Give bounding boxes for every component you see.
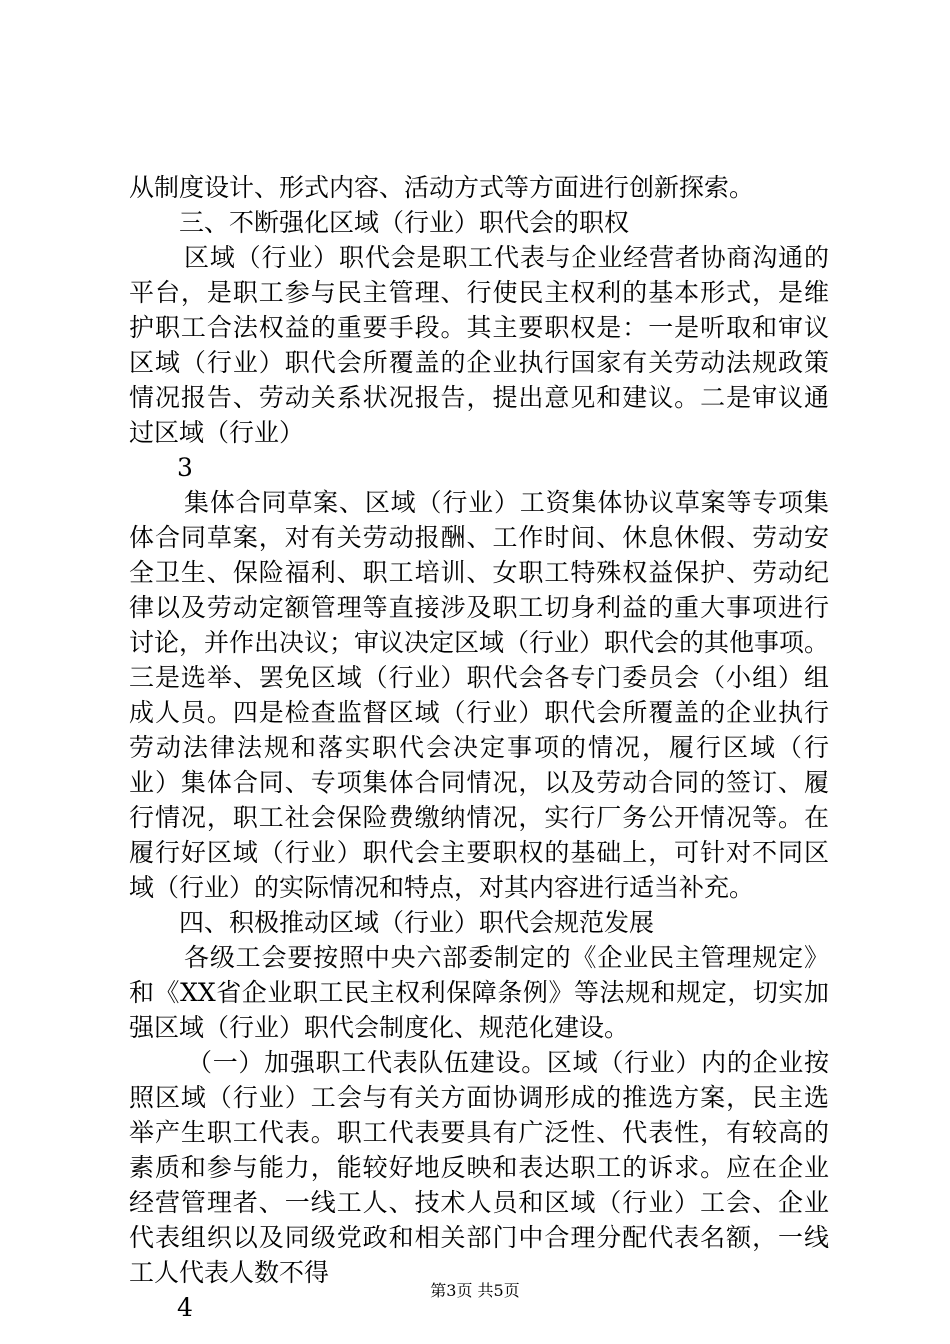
text-line: 行情况，职工社会保险费缴纳情况，实行厂务公开情况等。在 bbox=[129, 803, 829, 832]
text-line: 平台，是职工参与民主管理、行使民主权利的基本形式，是维 bbox=[129, 278, 829, 307]
text-line: 强区域（行业）职代会制度化、规范化建设。 bbox=[129, 1013, 630, 1042]
text-line: 护职工合法权益的重要手段。其主要职权是：一是听取和审议 bbox=[129, 313, 829, 342]
text-line: 从制度设计、形式内容、活动方式等方面进行创新探索。 bbox=[129, 173, 755, 202]
text-line: 照区域（行业）工会与有关方面协调形成的推选方案，民主选 bbox=[129, 1083, 829, 1112]
text-line: 工人代表人数不得 bbox=[129, 1258, 330, 1287]
text-line: 全卫生、保险福利、职工培训、女职工特殊权益保护、劳动纪 bbox=[129, 558, 829, 587]
text-line: 素质和参与能力，能较好地反映和表达职工的诉求。应在企业 bbox=[129, 1153, 829, 1182]
page-marker: 3 bbox=[177, 453, 193, 482]
page-marker: 4 bbox=[177, 1293, 193, 1322]
subsection-line: （一）加强职工代表队伍建设。区域（行业）内的企业按 bbox=[187, 1048, 829, 1077]
text-line: 经营管理者、一线工人、技术人员和区域（行业）工会、企业 bbox=[129, 1188, 829, 1217]
text-line: 业）集体合同、专项集体合同情况，以及劳动合同的签订、履 bbox=[129, 768, 829, 797]
text-line: 履行好区域（行业）职代会主要职权的基础上，可针对不同区 bbox=[129, 838, 829, 867]
text-line: 集体合同草案、区域（行业）工资集体协议草案等专项集 bbox=[184, 488, 829, 517]
page-footer: 第3页 共5页 bbox=[430, 1281, 520, 1300]
text-line: 代表组织以及同级党政和相关部门中合理分配代表名额，一线 bbox=[129, 1223, 829, 1252]
text-line: 情况报告、劳动关系状况报告，提出意见和建议。二是审议通 bbox=[129, 383, 829, 412]
text-line: 三是选举、罢免区域（行业）职代会各专门委员会（小组）组 bbox=[129, 663, 829, 692]
text-line: 区域（行业）职代会所覆盖的企业执行国家有关劳动法规政策 bbox=[129, 348, 829, 377]
text-line: 举产生职工代表。职工代表要具有广泛性、代表性，有较高的 bbox=[129, 1118, 829, 1147]
document-body bbox=[129, 170, 829, 1325]
text-line: 讨论，并作出决议；审议决定区域（行业）职代会的其他事项。 bbox=[129, 628, 830, 657]
text-line: 各级工会要按照中央六部委制定的《企业民主管理规定》 bbox=[184, 943, 829, 972]
text-line: 劳动法律法规和落实职代会决定事项的情况，履行区域（行 bbox=[129, 733, 829, 762]
text-line: 律以及劳动定额管理等直接涉及职工切身利益的重大事项进行 bbox=[129, 593, 829, 622]
text-line: 区域（行业）职代会是职工代表与企业经营者协商沟通的 bbox=[184, 243, 829, 272]
text-line: 成人员。四是检查监督区域（行业）职代会所覆盖的企业执行 bbox=[129, 698, 829, 727]
text-line: 和《XX省企业职工民主权利保障条例》等法规和规定，切实加 bbox=[129, 978, 829, 1007]
text-line: 过区域（行业） bbox=[129, 418, 305, 447]
text-line: 体合同草案，对有关劳动报酬、工作时间、休息休假、劳动安 bbox=[129, 523, 829, 552]
text-line: 域（行业）的实际情况和特点，对其内容进行适当补充。 bbox=[129, 873, 755, 902]
section-heading: 三、不断强化区域（行业）职代会的职权 bbox=[179, 208, 630, 237]
section-heading: 四、积极推动区域（行业）职代会规范发展 bbox=[179, 908, 655, 937]
